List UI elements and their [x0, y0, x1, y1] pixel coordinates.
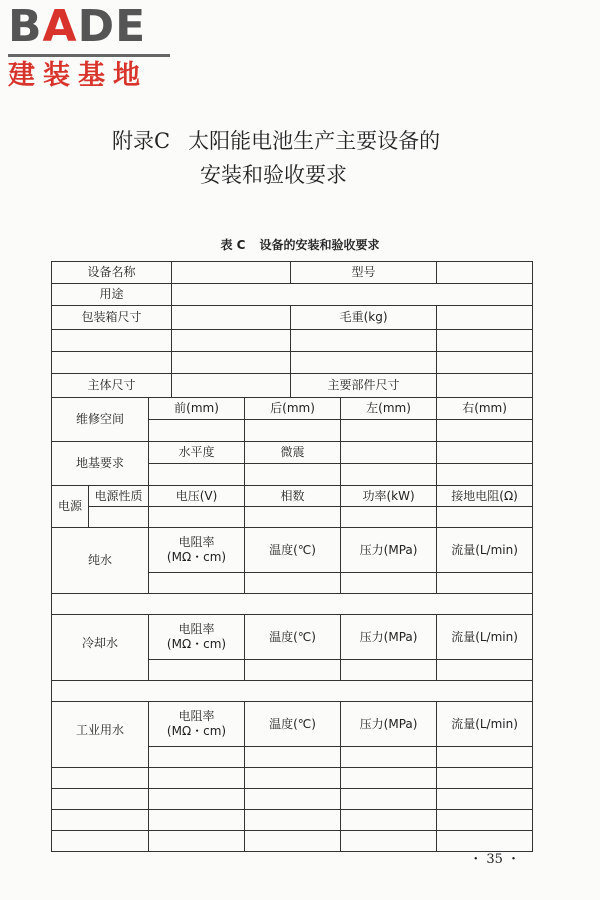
table-row	[52, 507, 533, 528]
value-cell	[149, 507, 245, 528]
empty-cell	[149, 789, 245, 810]
value-cell	[245, 420, 341, 442]
value-cell	[149, 420, 245, 442]
logo-wordmark: BADE	[8, 1, 147, 52]
empty-cell	[52, 831, 149, 852]
header-vibration: 微震	[245, 442, 341, 464]
label-model: 型号	[291, 262, 437, 284]
header-ground-resistance: 接地电阻(Ω)	[437, 486, 533, 507]
table-row	[52, 768, 533, 789]
header-back: 后(mm)	[245, 398, 341, 420]
value-cell	[245, 747, 341, 768]
label-equipment-name: 设备名称	[52, 262, 172, 284]
empty-cell	[149, 831, 245, 852]
label-cooling-water: 冷却水	[52, 615, 149, 681]
label-maintenance-space: 维修空间	[52, 398, 149, 442]
header-left: 左(mm)	[341, 398, 437, 420]
header-front: 前(mm)	[149, 398, 245, 420]
logo-chinese-name: 建装基地	[8, 60, 148, 91]
header-resistivity: 电阻率 (MΩ・cm)	[149, 528, 245, 573]
table-row	[52, 594, 533, 615]
empty-cell	[341, 831, 437, 852]
header-power-kw: 功率(kW)	[341, 486, 437, 507]
title-line-2: 安装和验收要求	[200, 163, 347, 187]
value-cell	[245, 507, 341, 528]
header-flow: 流量(L/min)	[437, 615, 533, 660]
logo-rule	[8, 54, 170, 57]
label-gross-weight: 毛重(kg)	[291, 306, 437, 330]
table-row	[52, 789, 533, 810]
table-row	[52, 398, 533, 420]
table-row	[52, 352, 533, 374]
header-levelness: 水平度	[149, 442, 245, 464]
title-line-1: 附录C 太阳能电池生产主要设备的	[112, 129, 441, 153]
value-cell	[437, 464, 533, 486]
value-cell	[437, 747, 533, 768]
value-cell	[245, 573, 341, 594]
empty-cell	[172, 330, 291, 352]
empty-cell	[245, 810, 341, 831]
value-cell	[245, 660, 341, 681]
value-cell	[89, 507, 149, 528]
value-cell	[149, 747, 245, 768]
empty-cell	[52, 768, 149, 789]
empty-cell	[437, 442, 533, 464]
header-temperature: 温度(℃)	[245, 528, 341, 573]
header-power-type: 电源性质	[89, 486, 149, 507]
value-cell	[149, 573, 245, 594]
label-foundation: 地基要求	[52, 442, 149, 486]
value-cell	[172, 306, 291, 330]
empty-cell	[172, 352, 291, 374]
appendix-title	[112, 124, 440, 192]
empty-cell	[52, 810, 149, 831]
empty-cell	[291, 352, 437, 374]
table-caption: 表 C 设备的安装和验收要求	[220, 238, 380, 252]
header-pressure: 压力(MPa)	[341, 528, 437, 573]
empty-cell	[52, 594, 533, 615]
label-usage: 用途	[52, 284, 172, 306]
header-temperature: 温度(℃)	[245, 702, 341, 747]
empty-cell	[52, 330, 172, 352]
empty-cell	[437, 789, 533, 810]
label-industrial-water: 工业用水	[52, 702, 149, 768]
bade-logo	[8, 2, 178, 93]
value-cell	[172, 374, 291, 398]
empty-cell	[52, 352, 172, 374]
empty-cell	[341, 789, 437, 810]
header-right: 右(mm)	[437, 398, 533, 420]
value-cell	[172, 284, 533, 306]
equipment-requirements-table	[51, 261, 533, 852]
value-cell	[149, 464, 245, 486]
header-resistivity: 电阻率 (MΩ・cm)	[149, 702, 245, 747]
empty-cell	[341, 442, 437, 464]
header-pressure: 压力(MPa)	[341, 615, 437, 660]
header-resistivity: 电阻率 (MΩ・cm)	[149, 615, 245, 660]
table-row	[52, 702, 533, 747]
empty-cell	[245, 831, 341, 852]
page-number: ・ 35 ・	[469, 852, 520, 867]
label-power: 电源	[52, 486, 89, 528]
empty-cell	[245, 789, 341, 810]
empty-cell	[52, 789, 149, 810]
header-voltage: 电压(V)	[149, 486, 245, 507]
value-cell	[341, 660, 437, 681]
value-cell	[341, 464, 437, 486]
empty-cell	[149, 810, 245, 831]
table-row	[52, 615, 533, 660]
header-phases: 相数	[245, 486, 341, 507]
header-flow: 流量(L/min)	[437, 702, 533, 747]
empty-cell	[245, 768, 341, 789]
table-row	[52, 831, 533, 852]
label-package-size: 包装箱尺寸	[52, 306, 172, 330]
label-main-parts-size: 主要部件尺寸	[291, 374, 437, 398]
value-cell	[341, 420, 437, 442]
value-cell	[437, 306, 533, 330]
empty-cell	[341, 768, 437, 789]
value-cell	[437, 374, 533, 398]
value-cell	[437, 660, 533, 681]
header-temperature: 温度(℃)	[245, 615, 341, 660]
table-row	[52, 486, 533, 507]
table-row	[52, 681, 533, 702]
header-flow: 流量(L/min)	[437, 528, 533, 573]
empty-cell	[437, 330, 533, 352]
label-pure-water: 纯水	[52, 528, 149, 594]
empty-cell	[437, 352, 533, 374]
value-cell	[437, 507, 533, 528]
value-cell	[437, 262, 533, 284]
table-row	[52, 810, 533, 831]
label-main-size: 主体尺寸	[52, 374, 172, 398]
value-cell	[245, 464, 341, 486]
empty-cell	[149, 768, 245, 789]
empty-cell	[291, 330, 437, 352]
table-row	[52, 374, 533, 398]
table-row	[52, 306, 533, 330]
value-cell	[341, 507, 437, 528]
empty-cell	[437, 810, 533, 831]
table-row	[52, 262, 533, 284]
value-cell	[437, 573, 533, 594]
value-cell	[437, 420, 533, 442]
table-row	[52, 330, 533, 352]
value-cell	[341, 747, 437, 768]
table-row	[52, 528, 533, 573]
empty-cell	[52, 681, 533, 702]
header-pressure: 压力(MPa)	[341, 702, 437, 747]
empty-cell	[341, 810, 437, 831]
empty-cell	[437, 768, 533, 789]
value-cell	[172, 262, 291, 284]
value-cell	[149, 660, 245, 681]
table-row	[52, 284, 533, 306]
value-cell	[341, 573, 437, 594]
table-row	[52, 442, 533, 464]
